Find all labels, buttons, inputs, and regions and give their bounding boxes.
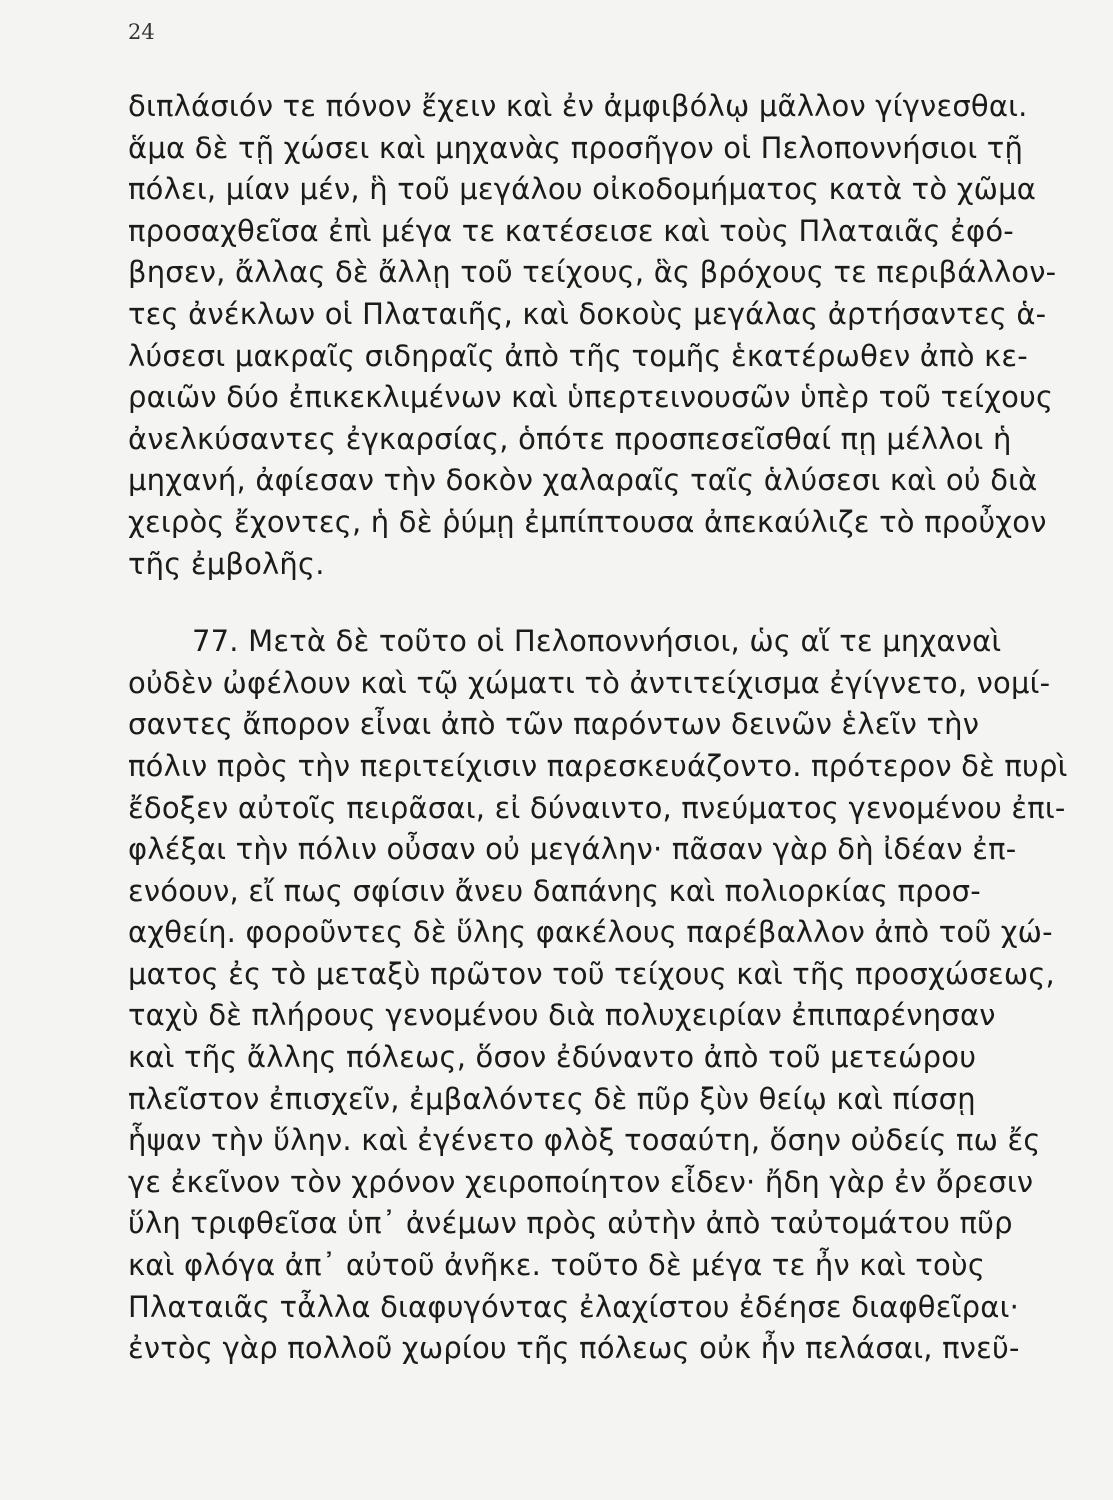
text-line: καὶ φλόγα ἀπ᾽ αὐτοῦ ἀνῆκε. τοῦτο δὲ μέγα τε ἦν καὶ τοὺς: [128, 1248, 986, 1283]
text-line: ἔδοξεν αὐτοῖς πειρᾶσαι, εἰ δύναιντο, πνεύματος γενομένου ἐπι-: [128, 790, 1066, 825]
page-text: [128, 86, 1068, 1370]
text-line: τῆς ἐμβολῆς.: [128, 546, 325, 581]
text-line: ἅμα δὲ τῇ χώσει καὶ μηχανὰς προσῆγον οἱ Πελοποννήσιοι τῇ: [128, 130, 1024, 165]
text-line: φλέξαι τὴν πόλιν οὖσαν οὐ μεγάλην· πᾶσαν γὰρ δὴ ἰδέαν ἐπ-: [128, 832, 1017, 867]
text-line: γε ἐκεῖνον τὸν χρόνον χειροποίητον εἶδεν· ἤδη γὰρ ἐν ὄρεσιν: [128, 1164, 1034, 1199]
chapter-start-line: 77. Μετὰ δὲ τοῦτο οἱ Πελοποννήσιοι, ὡς αἵ τε μηχαναὶ: [192, 624, 1002, 659]
text-line: ἐντὸς γὰρ πολλοῦ χωρίου τῆς πόλεως οὐκ ἦν πελάσαι, πνεῦ-: [128, 1331, 1020, 1366]
text-line: πλεῖστον ἐπισχεῖν, ἐμβαλόντες δὲ πῦρ ξὺν θείῳ καὶ πίσσῃ: [128, 1081, 976, 1116]
text-line: χειρὸς ἔχοντες, ἡ δὲ ῥύμῃ ἐμπίπτουσα ἀπεκαύλιζε τὸ προὖχον: [128, 504, 1047, 539]
page-number: 24: [128, 20, 155, 44]
text-line: οὐδὲν ὠφέλουν καὶ τῷ χώματι τὸ ἀντιτείχισμα ἐγίγνετο, νομί-: [128, 665, 1051, 700]
paragraph-2: [128, 621, 1068, 1370]
paragraph-1: [128, 86, 1057, 585]
text-line: ἀνελκύσαντες ἐγκαρσίας, ὁπότε προσπεσεῖσθαί πῃ μέλλοι ἡ: [128, 421, 1012, 456]
text-line: βησεν, ἄλλας δὲ ἄλλῃ τοῦ τείχους, ἃς βρόχους τε περιβάλλον-: [128, 255, 1057, 290]
text-line: Πλαταιᾶς τἆλλα διαφυγόντας ἐλαχίστου ἐδέησε διαφθεῖραι·: [128, 1289, 1019, 1324]
text-line: λύσεσι μακραῖς σιδηραῖς ἀπὸ τῆς τομῆς ἑκατέρωθεν ἀπὸ κε-: [128, 338, 1028, 373]
text-line: προσαχθεῖσα ἐπὶ μέγα τε κατέσεισε καὶ τοὺς Πλαταιᾶς ἐφό-: [128, 213, 1014, 248]
text-line: διπλάσιόν τε πόνον ἔχειν καὶ ἐν ἀμφιβόλῳ μᾶλλον γίγνεσθαι.: [128, 89, 1028, 123]
text-line: ενόουν, εἴ πως σφίσιν ἄνευ δαπάνης καὶ πολιορκίας προσ-: [128, 873, 981, 908]
text-line: ταχὺ δὲ πλήρους γενομένου διὰ πολυχειρίαν ἐπιπαρένησαν: [128, 998, 996, 1033]
text-line: πόλιν πρὸς τὴν περιτείχισιν παρεσκευάζοντο. πρότερον δὲ πυρὶ: [128, 748, 1068, 783]
text-line: καὶ τῆς ἄλλης πόλεως, ὅσον ἐδύναντο ἀπὸ τοῦ μετεώρου: [128, 1040, 977, 1075]
text-line: μηχανή, ἀφίεσαν τὴν δοκὸν χαλαραῖς ταῖς ἁλύσεσι καὶ οὐ διὰ: [128, 463, 1038, 498]
text-line: ραιῶν δύο ἐπικεκλιμένων καὶ ὑπερτεινουσῶν ὑπὲρ τοῦ τείχους: [128, 380, 1054, 415]
text-line: ματος ἐς τὸ μεταξὺ πρῶτον τοῦ τείχους καὶ τῆς προσχώσεως,: [128, 956, 1055, 991]
text-line: ἧψαν τὴν ὕλην. καὶ ἐγένετο φλὸξ τοσαύτη, ὅσην οὐδείς πω ἔς: [128, 1123, 1041, 1158]
paragraph-gap: [128, 585, 1048, 621]
text-line: αχθείη. φοροῦντες δὲ ὕλης φακέλους παρέβαλλον ἀπὸ τοῦ χώ-: [128, 915, 1053, 950]
text-line: ὕλη τριφθεῖσα ὑπ᾽ ἀνέμων πρὸς αὐτὴν ἀπὸ ταὐτομάτου πῦρ: [128, 1206, 1013, 1241]
text-line: πόλει, μίαν μέν, ἣ τοῦ μεγάλου οἰκοδομήματος κατὰ τὸ χῶμα: [128, 172, 1037, 207]
text-line: τες ἀνέκλων οἱ Πλαταιῆς, καὶ δοκοὺς μεγάλας ἀρτήσαντες ἁ-: [128, 296, 1047, 331]
text-line: σαντες ἄπορον εἶναι ἀπὸ τῶν παρόντων δεινῶν ἑλεῖν τὴν: [128, 707, 980, 742]
